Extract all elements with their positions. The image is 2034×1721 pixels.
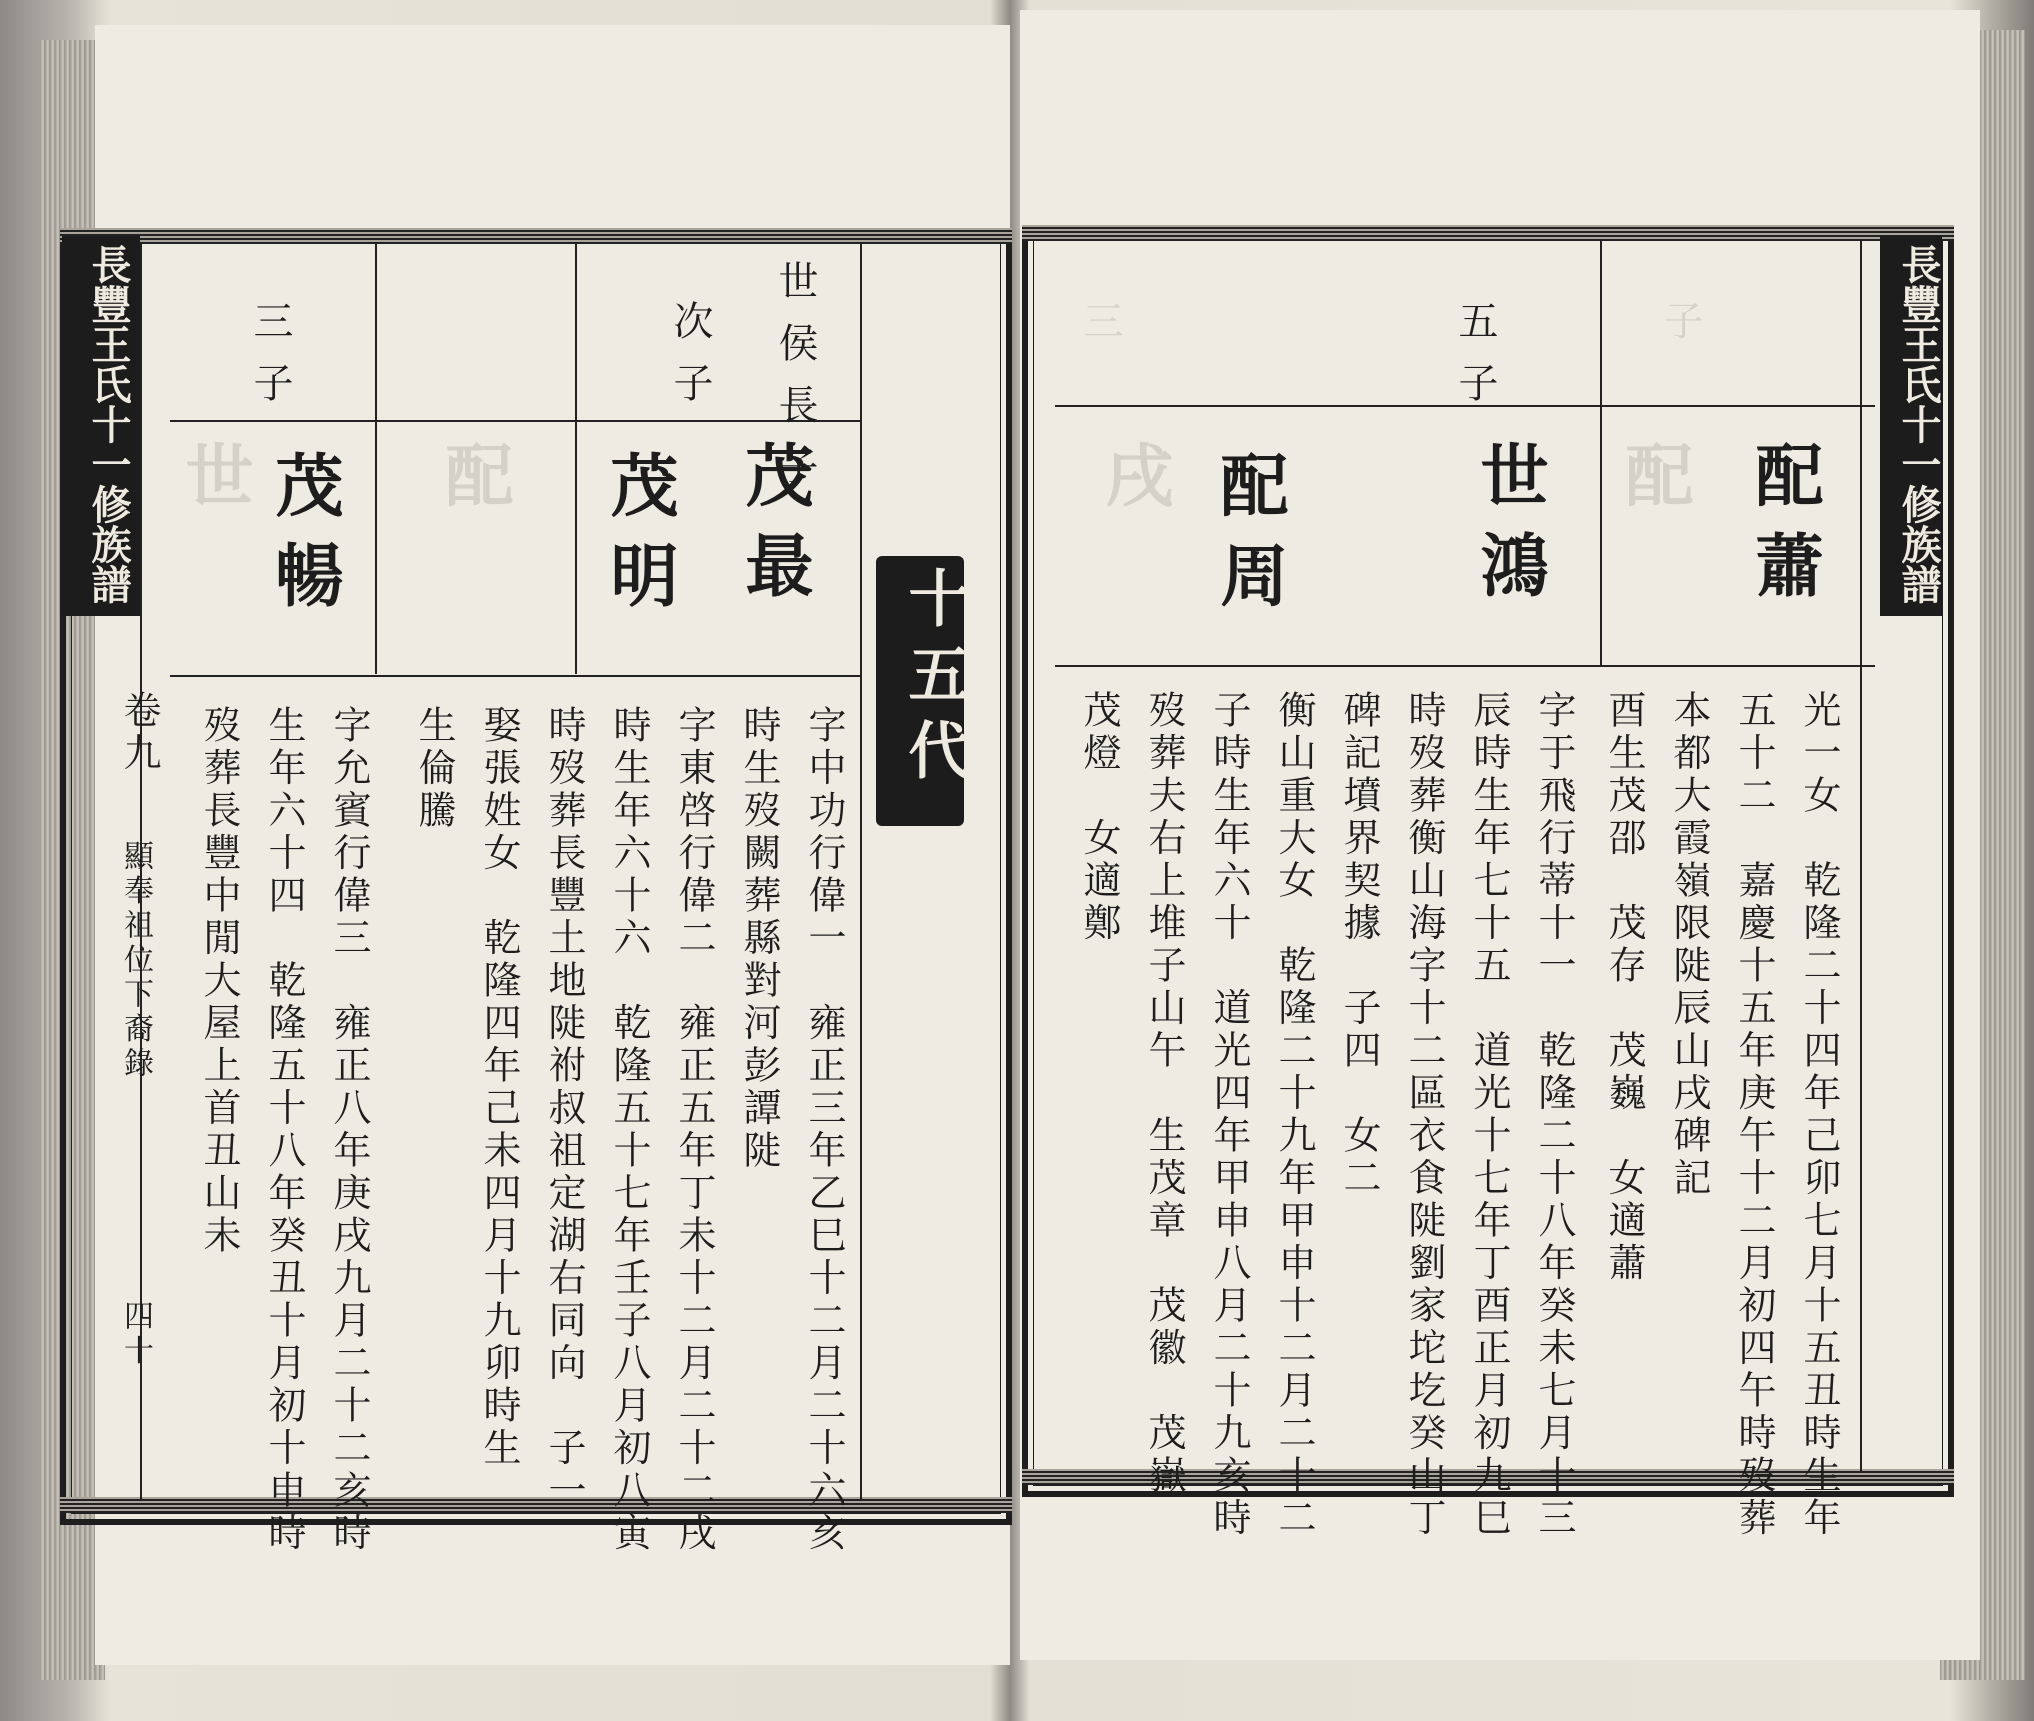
right-text-col-4: 酉生茂邵 茂存 茂巍 女適蕭 xyxy=(1602,690,1646,1285)
right-text-col-3: 本都大霞嶺限𨺗辰山戌碑記 xyxy=(1667,690,1711,1200)
person-name-4: 世鴻 xyxy=(1469,440,1549,620)
left-text-col-10: 歿葬長豐中閒大屋上首丑山未 xyxy=(197,705,241,1258)
bleed-through-char: 配 xyxy=(434,440,514,530)
generation-label-box: 十五代 xyxy=(876,556,964,826)
right-text-col-10: 子時生年六十 道光四年甲申八月二十九亥時 xyxy=(1207,690,1251,1540)
left-margin-volume: 卷九 xyxy=(117,690,161,775)
right-text-col-9: 衡山重大女 乾隆二十九年甲申十二月二十二 xyxy=(1272,690,1316,1540)
left-margin-title: 長豐王氏十一修族譜 xyxy=(62,236,140,616)
left-text-col-9: 生年六十四 乾隆五十八年癸丑十月初十申時 xyxy=(262,705,306,1555)
bleed-through-char: 三 xyxy=(1077,300,1123,362)
right-text-col-6: 辰時生年七十五 道光十七年丁酉正月初九巳 xyxy=(1467,690,1511,1540)
bleed-through-char: 世 xyxy=(174,440,254,530)
relation-3: 三子 xyxy=(247,300,293,424)
right-margin-title: 長豐王氏十一修族譜 xyxy=(1880,236,1942,616)
left-text-col-8: 字允賓行偉三 雍正八年庚戌九月二十二亥時 xyxy=(327,705,371,1555)
left-margin-section: 顯奉祖位下裔錄 xyxy=(118,840,153,1082)
right-top-band xyxy=(1022,225,1954,241)
relation-5: 五子 xyxy=(1452,300,1498,424)
right-text-col-1: 光一女 乾隆二十四年己卯七月十五丑時生年 xyxy=(1797,690,1841,1540)
right-rule-names xyxy=(1055,665,1875,667)
left-text-col-5: 時歿葬長豐土地𨺗祔叔祖定湖右同向 子一 xyxy=(542,705,586,1513)
relation-2: 次子 xyxy=(667,300,713,424)
left-top-band xyxy=(60,228,1012,244)
left-text-col-6: 娶張姓女 乾隆四年己未四月十九卯時生 xyxy=(477,705,521,1470)
bleed-through-char: 配 xyxy=(1614,440,1694,530)
relation-1-line-a: 世侯長子 xyxy=(772,260,818,508)
left-col-divider-3 xyxy=(860,244,862,1499)
left-rule-names xyxy=(170,675,860,677)
right-text-col-8: 碑記墳界契據 子四 女二 xyxy=(1337,690,1381,1200)
bleed-through-char: 戌 xyxy=(1094,440,1174,530)
left-col-divider-1 xyxy=(375,244,377,674)
right-text-col-12: 茂燈 女適鄭 xyxy=(1077,690,1121,945)
person-name-3: 茂暢 xyxy=(264,450,344,630)
right-text-col-5: 字于飛行蒂十一 乾隆二十八年癸未七月十三 xyxy=(1532,690,1576,1540)
left-margin-page: 四十 xyxy=(118,1300,153,1369)
right-text-col-7: 時歿葬衡山海字十二區衣食𨺗劉家坨圪癸山丁 xyxy=(1402,690,1446,1540)
person-name-1: 茂最 xyxy=(734,440,814,620)
right-text-col-2: 五十二 嘉慶十五年庚午十二月初四午時歿葬 xyxy=(1732,690,1776,1540)
right-col-divider-2 xyxy=(1860,241,1862,1471)
right-col-divider-1 xyxy=(1600,241,1602,666)
left-text-col-1: 字中功行偉一 雍正三年乙巳十二月二十六亥 xyxy=(802,705,846,1555)
spouse-name-2: 配周 xyxy=(1209,450,1289,630)
person-name-2: 茂明 xyxy=(599,450,679,630)
left-text-col-7: 生倫騰 xyxy=(412,705,456,833)
right-text-col-11: 歿葬夫右上堆子山午 生茂章 茂徽 茂嶽 xyxy=(1142,690,1186,1498)
bleed-through-char: 子 xyxy=(1657,300,1703,362)
left-text-col-4: 時生年六十六 乾隆五十七年壬子八月初八寅 xyxy=(607,705,651,1555)
left-bottom-band xyxy=(60,1497,1012,1513)
left-text-col-2: 時生歿闕葬縣對河彭譚𨺗 xyxy=(737,705,781,1173)
left-text-col-3: 字東啓行偉二 雍正五年丁未十二月二十二戌 xyxy=(672,705,716,1555)
spouse-name-1: 配蕭 xyxy=(1744,440,1824,620)
left-col-divider-2 xyxy=(575,244,577,674)
